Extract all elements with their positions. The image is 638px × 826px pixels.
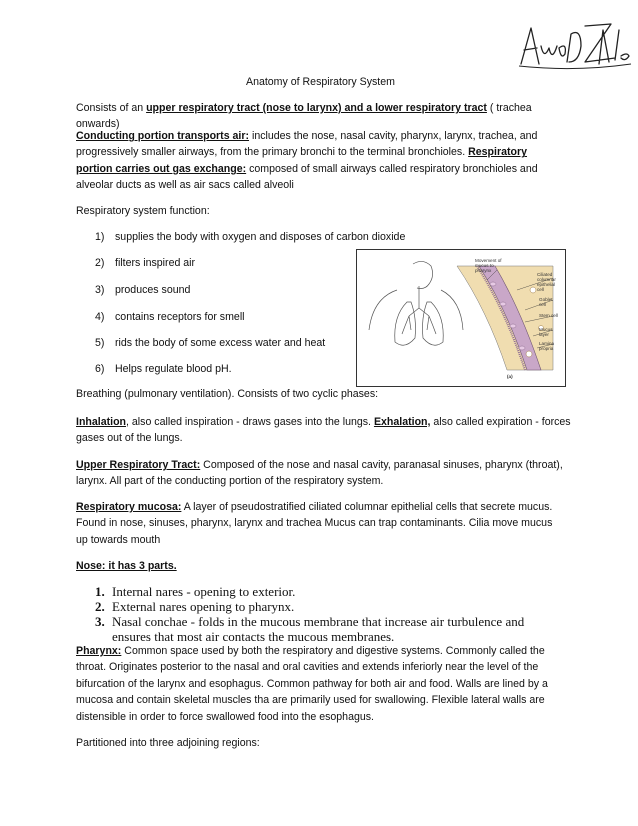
function-num: 4): [95, 311, 105, 323]
signature: [515, 18, 633, 78]
upper-tract-text: Composed of the nose and nasal cavity, paranasal sinuses, pharynx (throat), larynx. All part of the conducting portion of the respiratory system.: [76, 459, 563, 488]
nose-part-1: [95, 585, 562, 600]
inhalation-label: Inhalation: [76, 416, 127, 428]
conducting-text: includes the nose, nasal cavity, pharynx, larynx, trachea, and progressively smaller airways, from the primary bronchi to the terminal bronchioles.: [76, 130, 538, 159]
function-item-1: [95, 231, 405, 243]
mucosa-text: A layer of pseudostratified ciliated columnar epithelial cells that secrete mucus. Found in nose, sinuses, pharynx, larynx and trachea Mucus can trap contaminants. Cilia move mucus up towards mouth: [76, 501, 553, 546]
nose-part-text: Internal nares - opening to exterior.: [112, 584, 296, 599]
function-text: supplies the body with oxygen and disposes of carbon dioxide: [115, 231, 406, 243]
conducting-paragraph: [76, 128, 566, 194]
label-mucus-layer: Mucus layer: [539, 327, 553, 337]
function-text: filters inspired air: [115, 257, 196, 269]
label-ciliated-cell: Ciliated columnar epithelial cell: [537, 272, 556, 292]
nose-part-2: [95, 600, 562, 615]
function-item-4: [95, 311, 245, 323]
intro-prefix: Consists of an: [76, 102, 147, 114]
inhalation-text: , also called inspiration - draws gases into the lungs.: [126, 416, 374, 428]
nose-part-3: [95, 615, 562, 644]
function-item-6: [95, 363, 232, 375]
nose-part-text: External nares opening to pharynx.: [112, 599, 295, 614]
respiratory-portion-label: Respiratory portion carries out gas exchange:: [76, 146, 528, 175]
function-num: 1): [95, 231, 105, 243]
respiratory-portion-text: composed of small airways called respiratory bronchioles and alveolar ducts as well as air sacs called alveoli: [76, 162, 538, 192]
function-num: 6): [95, 363, 105, 375]
page-title: Anatomy of Respiratory System: [246, 76, 395, 88]
conducting-label: Conducting portion transports air:: [76, 130, 250, 142]
function-item-3: [95, 284, 190, 296]
label-panel: (a): [507, 374, 513, 379]
function-num: 2): [95, 257, 105, 269]
lungs-drawing: [369, 261, 463, 345]
partitioned-text: Partitioned into three adjoining regions:: [76, 737, 260, 749]
nose-part-num: 3.: [95, 614, 105, 629]
label-movement-of-mucus: Movement of mucus to pharynx: [475, 258, 502, 273]
pharynx-paragraph: [76, 643, 566, 725]
function-text: contains receptors for smell: [115, 311, 245, 323]
mucosa-label: Respiratory mucosa:: [76, 501, 182, 513]
function-text: rids the body of some excess water and heat: [115, 337, 326, 349]
nose-part-text: Nasal conchae - folds in the mucous membrane that increase air turbulence and ensures that most air contacts the mucous membranes.: [112, 614, 525, 644]
respiratory-mucosa-figure: [356, 249, 566, 387]
figure-illustration: [357, 250, 565, 386]
function-text: produces sound: [115, 284, 191, 296]
signature-graphic: [515, 18, 633, 78]
inhalation-paragraph: [76, 414, 571, 447]
pharynx-label: Pharynx:: [76, 645, 122, 657]
function-num: 3): [95, 284, 105, 296]
pharynx-text: Common space used by both the respiratory and digestive systems. Commonly called the throat. Originates posterior to the nasal and oral cavities and extends inferiorly near the level of the bifurcation of the larynx and esophagus. Common pathway for both air and food. Walls are lined by a mucosa and contain skeletal muscles tha are primarily used for swallowing. Flexible lateral walls are distensible in order to force swallowed food into the esophagus.: [76, 645, 548, 723]
label-stem-cell: Stem cell: [539, 313, 558, 318]
function-heading: Respiratory system function:: [76, 205, 210, 217]
exhalation-label: Exhalation,: [373, 416, 431, 428]
label-lamina-propria: Lamina propria: [539, 341, 555, 351]
intro-suffix: ( trachea onwards): [76, 102, 532, 131]
nose-part-num: 1.: [95, 584, 105, 599]
upper-tract-paragraph: [76, 457, 566, 490]
function-item-5: [95, 337, 325, 349]
function-num: 5): [95, 337, 105, 349]
nose-heading: Nose: it has 3 parts.: [76, 560, 177, 572]
function-item-2: [95, 257, 195, 269]
exhalation-text: also called expiration - forces gases out of the lungs.: [76, 416, 571, 445]
breathing-text: Breathing (pulmonary ventilation). Consists of two cyclic phases:: [76, 388, 379, 400]
label-goblet-cell: Goblet cell: [539, 297, 553, 307]
intro-emphasis: upper respiratory tract (nose to larynx) and a lower respiratory tract: [146, 102, 487, 114]
mucosa-paragraph: [76, 499, 566, 548]
function-text: Helps regulate blood pH.: [115, 363, 232, 375]
nose-part-num: 2.: [95, 599, 105, 614]
upper-tract-label: Upper Respiratory Tract:: [76, 459, 201, 471]
